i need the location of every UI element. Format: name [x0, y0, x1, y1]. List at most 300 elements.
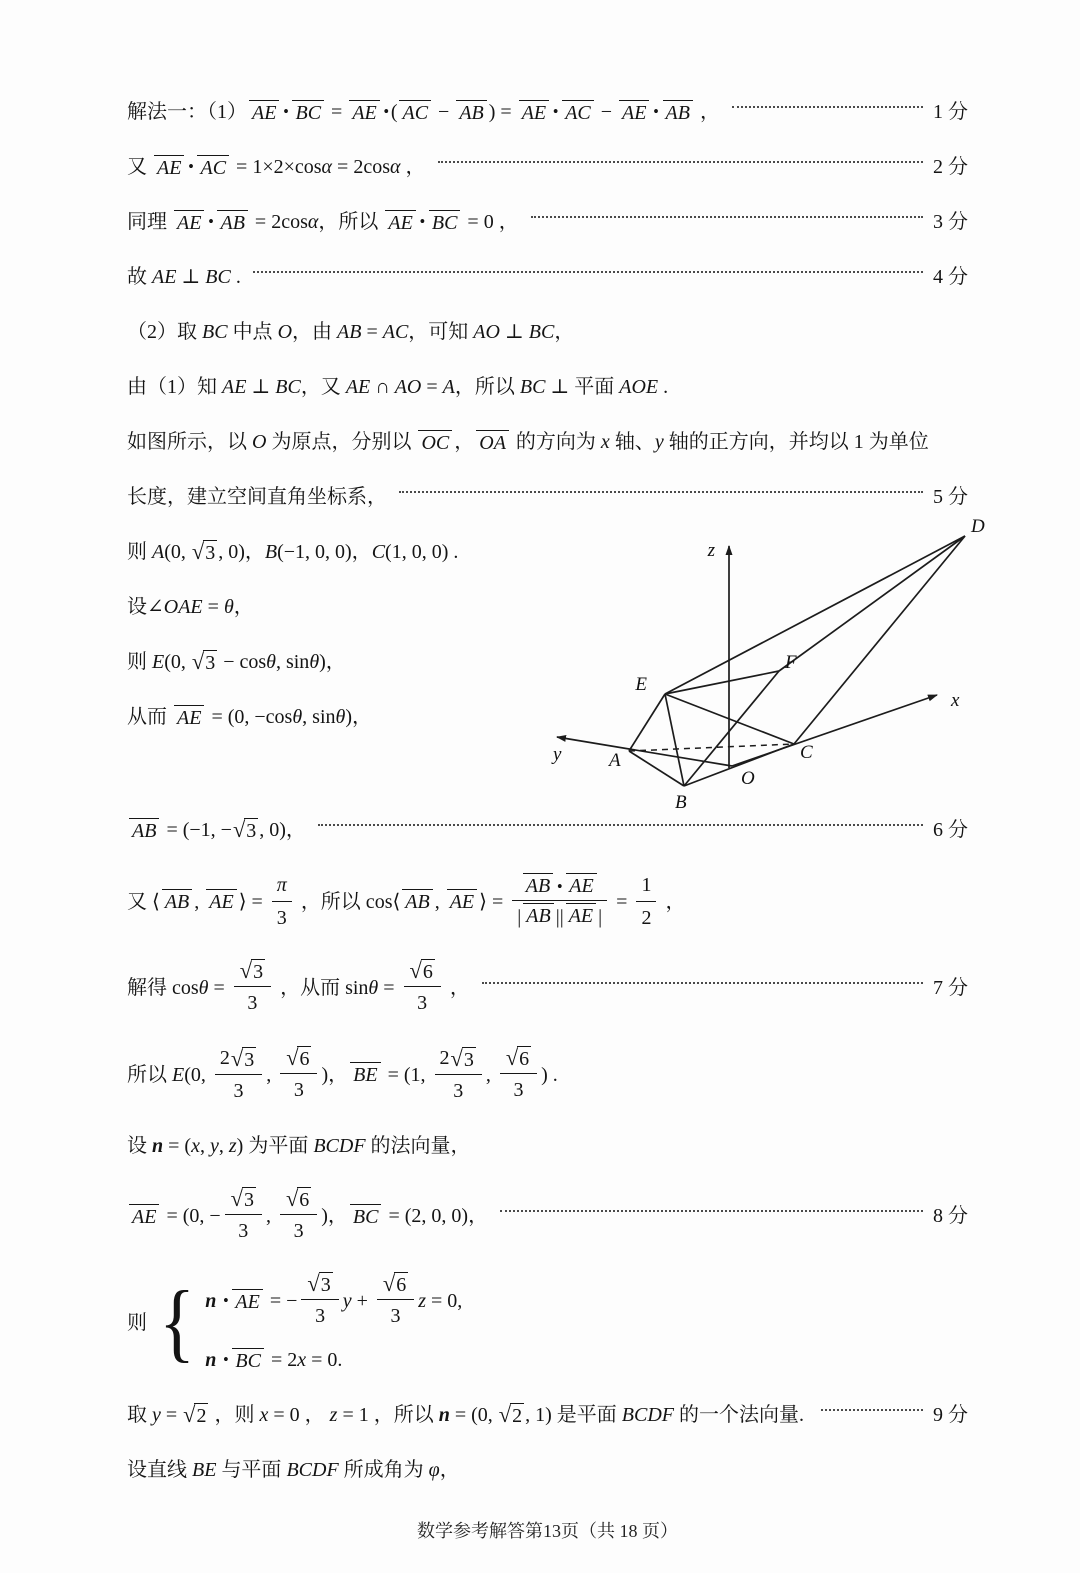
score-mark: 5 分 [933, 486, 968, 508]
math-text: 与平面 [216, 1459, 287, 1481]
math-text: 所成角为 [338, 1459, 429, 1481]
vector-overline: BC [292, 100, 324, 125]
math-variable: AB [337, 321, 362, 343]
math-variable: y [209, 1135, 219, 1157]
math-text: 如图所示，以 [127, 431, 252, 453]
math-variable: α [390, 156, 401, 178]
math-variable: E [152, 651, 165, 673]
dot-product-operator: • [383, 103, 389, 120]
math-variable: BC [275, 376, 301, 398]
math-text: 同理 [127, 211, 172, 233]
score-mark: 7 分 [933, 977, 968, 999]
solution-lines-top [127, 98, 968, 511]
math-text: 的法向量， [365, 1135, 471, 1157]
dot-product-operator: • [188, 158, 194, 175]
solution-line [127, 1132, 968, 1160]
math-variable: y [342, 1290, 352, 1312]
math-text: )， [321, 1063, 349, 1086]
math-text: , [218, 1135, 229, 1157]
math-text: 3 [513, 1078, 524, 1101]
vector-overline: AB [162, 889, 192, 914]
math-text: ) . [541, 1063, 558, 1086]
math-text: , sin [302, 706, 336, 728]
fraction [636, 871, 656, 932]
solution-line [127, 208, 968, 236]
diagram-label-b: B [675, 792, 687, 813]
diagram-label-z: z [707, 540, 715, 561]
math-text: − cos [218, 651, 267, 673]
math-variable: z [329, 1404, 338, 1426]
dot-product-operator: • [653, 103, 659, 120]
math-text: 设 [127, 1135, 152, 1157]
diagram-label-c: C [800, 742, 813, 763]
diagram-axes [557, 546, 937, 768]
math-text: 所以 [127, 1063, 172, 1086]
math-variable: x [259, 1404, 269, 1426]
math-text: ) 为平面 [236, 1135, 314, 1157]
square-root: √ 3 [191, 648, 216, 674]
math-text: = [202, 596, 224, 618]
solution-lines-bottom [127, 816, 968, 1484]
math-text: 为原点，分别以 [266, 431, 417, 453]
math-text: 3 [453, 1080, 464, 1102]
square-root: √ 6 [409, 958, 433, 983]
solution-line [127, 538, 527, 566]
math-text: 2 [641, 907, 652, 929]
vector-overline: AE [619, 100, 649, 125]
score-mark: 4 分 [933, 266, 968, 288]
math-text: + [351, 1290, 373, 1312]
score-mark: 3 分 [933, 211, 968, 233]
math-text: 3 [238, 1220, 249, 1242]
math-variable: θ [368, 977, 379, 999]
square-root: √ 6 [286, 1044, 310, 1070]
diagram-label-e: E [635, 674, 647, 695]
dotted-leader [253, 271, 923, 273]
math-text: 3 [293, 1078, 304, 1101]
math-variable: α [321, 156, 333, 178]
solution-line [127, 373, 968, 401]
solution-line [127, 483, 968, 511]
math-text [216, 1346, 221, 1374]
math-text: ， [454, 431, 475, 453]
math-text: = 1×2×cos [231, 156, 322, 178]
math-text: = (−1, − [161, 819, 232, 841]
vector-overline: AE [174, 210, 204, 235]
math-variable: BCDF [286, 1459, 339, 1481]
solution-line [127, 1187, 968, 1245]
math-text: ( [390, 101, 398, 123]
square-root: √ 3 [450, 1046, 474, 1071]
math-variable: A [152, 541, 165, 563]
vector-overline: AB [217, 210, 247, 235]
math-variable: BE [192, 1459, 217, 1481]
math-text: ⟩ = [238, 890, 268, 913]
vector-overline: AC [562, 100, 594, 125]
vector-overline: OC [418, 430, 452, 455]
solution-line [127, 1456, 968, 1484]
math-text: ，所以 [318, 211, 384, 233]
math-text: ， [233, 596, 254, 618]
math-text: ∩ [370, 376, 395, 398]
fraction [280, 1046, 317, 1104]
math-text: , [485, 1063, 496, 1086]
math-text: ⊥ 平面 [545, 376, 620, 398]
math-text: = 0. [306, 1349, 343, 1371]
math-text: = [378, 977, 400, 999]
math-text: 3 [247, 992, 258, 1014]
vector-overline: AE [249, 100, 279, 125]
vector-overline: AE [566, 903, 596, 931]
math-text: 则 [127, 1312, 152, 1334]
math-text: ⊥ [176, 266, 206, 288]
math-text: 长度，建立空间直角坐标系， [127, 486, 387, 508]
score-mark: 6 分 [933, 819, 968, 841]
vector-overline: AE [206, 889, 236, 914]
math-variable: θ [335, 706, 346, 728]
score-mark: 2 分 [933, 156, 968, 178]
math-text: = [421, 376, 443, 398]
math-text: , [194, 890, 205, 913]
math-text: = 0 ， [268, 1404, 330, 1426]
vector-overline: AB [523, 873, 553, 898]
math-text: ， [660, 890, 686, 913]
math-text: ，所以 cos⟨ [295, 890, 401, 913]
dotted-leader [318, 824, 923, 826]
vector-overline: AE [519, 100, 549, 125]
math-text: ⊥ [246, 376, 276, 398]
math-text: , [266, 1063, 277, 1086]
math-text: 2 [219, 1047, 230, 1069]
solution-line [127, 98, 968, 126]
math-text: 从而 [127, 706, 172, 728]
math-variable: y [152, 1404, 161, 1426]
solution-line [127, 1401, 968, 1429]
math-variable: C [371, 541, 386, 563]
math-text: 又 ⟨ [127, 890, 160, 913]
geometry-diagram [527, 516, 987, 816]
fraction [280, 1187, 317, 1245]
diagram-label-o: O [741, 768, 755, 789]
dot-product-operator: • [208, 213, 214, 230]
page-footer: 数学参考解答第13页（共 18 页） [417, 1521, 678, 1541]
solution-content [127, 98, 985, 1511]
vector-overline: AE [232, 1289, 262, 1314]
vector-overline: BE [350, 1062, 380, 1087]
vector-overline: AB [663, 100, 693, 125]
math-variable: θ [309, 651, 320, 673]
math-variable: x [297, 1349, 307, 1371]
solution-line [127, 318, 968, 346]
vector-overline: AB [402, 889, 432, 914]
math-variable: AOE [619, 376, 659, 398]
math-text: , 1) 是平面 [525, 1404, 622, 1426]
math-text: 由（1）知 [127, 376, 222, 398]
dot-product-operator: • [223, 1292, 229, 1309]
solution-line [127, 1272, 968, 1374]
equation-row [205, 1272, 462, 1330]
fraction [377, 1272, 414, 1330]
solution-line [127, 871, 968, 932]
vector-overline: AE [154, 155, 184, 180]
math-text: ，又 [300, 376, 346, 398]
diagram-wrap [527, 516, 987, 816]
vector-overline: AB [523, 903, 553, 931]
math-variable: θ [266, 651, 276, 673]
math-text: 又 [127, 156, 152, 178]
dot-product-operator: • [553, 103, 559, 120]
dotted-leader [732, 106, 923, 108]
solution-line [127, 703, 527, 731]
math-text: . [230, 266, 241, 288]
math-text: 1 [641, 874, 652, 896]
math-text: ， [444, 977, 470, 999]
math-variable: AC [382, 321, 409, 343]
math-text: ，则 [209, 1404, 260, 1426]
vector-overline: AE [349, 100, 379, 125]
fraction [512, 873, 607, 931]
dot-product-operator: • [223, 1351, 229, 1368]
dotted-leader [531, 216, 923, 218]
math-variable: A [442, 376, 455, 398]
math-variable: OAE [163, 596, 203, 618]
vector-overline: BC [350, 1204, 382, 1229]
math-variable: π [276, 874, 287, 896]
square-root: √ 3 [191, 538, 216, 564]
square-root: √ 3 [307, 1271, 331, 1296]
math-variable: E [172, 1063, 185, 1086]
math-text: = [160, 1404, 183, 1426]
dotted-leader [821, 1409, 923, 1411]
math-text: = 1 ，所以 [337, 1404, 439, 1426]
math-text: = (0, − [161, 1205, 221, 1227]
math-variable: AE [222, 376, 247, 398]
math-bold-vector: n [205, 1349, 217, 1371]
math-text: ， [439, 1459, 460, 1481]
math-text: , [199, 1135, 210, 1157]
dot-product-operator: • [283, 103, 289, 120]
math-text: = [361, 321, 383, 343]
math-variable: θ [198, 977, 209, 999]
dotted-leader [500, 1210, 923, 1212]
math-text: − [433, 101, 455, 123]
math-text: = [611, 890, 633, 913]
equation-row [205, 1346, 462, 1374]
math-text: ，由 [292, 321, 338, 343]
math-text: 3 [417, 992, 428, 1014]
score-mark: 1 分 [933, 101, 968, 123]
solution-mid-section [127, 516, 985, 816]
math-text: = [208, 977, 230, 999]
vector-overline: BC [429, 210, 461, 235]
math-text: (1, 0, 0) . [385, 541, 459, 563]
solution-lines-left [127, 538, 527, 758]
diagram-edges [629, 536, 965, 786]
math-text: (−1, 0, 0)， [277, 541, 372, 563]
math-text: 轴的正方向，并均以 1 为单位 [663, 431, 929, 453]
math-variable: θ [223, 596, 234, 618]
diagram-label-d: D [971, 516, 985, 537]
math-variable: φ [428, 1459, 440, 1481]
vector-overline: AE [129, 1204, 159, 1229]
math-text: − [595, 101, 618, 123]
math-variable: θ [292, 706, 303, 728]
math-text: ⊥ [499, 321, 529, 343]
math-text [216, 1287, 221, 1315]
fraction [301, 1272, 338, 1330]
math-variable: BC [205, 266, 231, 288]
math-variable: z [418, 1290, 426, 1312]
math-variable: AO [394, 376, 422, 398]
math-text: 3 [276, 907, 287, 929]
dotted-leader [399, 491, 923, 493]
math-text: 3 [315, 1305, 326, 1327]
math-variable: x [600, 431, 610, 453]
math-text: )， [345, 706, 372, 728]
solution-line [127, 816, 968, 844]
fraction [435, 1044, 482, 1105]
math-text: = 0 ， [462, 211, 519, 233]
math-text: = 2 [265, 1349, 298, 1371]
square-root: √ 3 [239, 958, 264, 983]
math-text: 3 [390, 1305, 401, 1327]
square-root: √ 6 [285, 1186, 310, 1211]
math-text: = 2cos [249, 211, 308, 233]
math-variable: y [654, 431, 664, 453]
math-text: , [265, 1205, 276, 1227]
math-text: = 2cos [332, 156, 390, 178]
math-text: = [326, 101, 348, 123]
math-text: | [517, 905, 522, 928]
math-text: ⟩ = [479, 890, 509, 913]
math-bold-vector: n [438, 1404, 450, 1426]
math-variable: BC [528, 321, 555, 343]
math-text: | [598, 905, 603, 928]
square-root: √ 6 [505, 1044, 530, 1070]
diagram-label-a: A [609, 750, 621, 771]
dot-product-operator: • [419, 213, 425, 230]
math-text: , [434, 890, 445, 913]
math-variable: x [191, 1135, 200, 1157]
dotted-leader [482, 982, 923, 984]
math-text: 解得 cos [127, 977, 199, 999]
math-text: 则 [127, 541, 152, 563]
solution-line [127, 428, 968, 456]
math-text: , 0)， [259, 819, 306, 841]
math-variable: O [277, 321, 293, 343]
math-variable: AE [345, 376, 371, 398]
math-text: , sin [275, 651, 310, 673]
math-text: 取 [127, 1404, 152, 1426]
fraction [225, 1187, 262, 1245]
math-text: 则 [127, 651, 152, 673]
math-text: (0, [164, 541, 191, 563]
math-variable: BC [519, 376, 546, 398]
math-variable: α [307, 211, 319, 233]
diagram-label-y: y [553, 744, 562, 765]
math-variable: z [228, 1135, 237, 1157]
vector-overline: AC [399, 100, 431, 125]
math-variable: AO [473, 321, 500, 343]
square-root: √ 3 [232, 816, 257, 842]
math-variable: BC [202, 321, 228, 343]
math-text: = (0, −cos [206, 706, 293, 728]
math-text: 故 [127, 266, 152, 288]
math-text: ， [694, 101, 720, 123]
solution-line [127, 959, 968, 1017]
math-text: = 0, [425, 1290, 463, 1312]
dot-product-operator: • [557, 879, 563, 896]
solution-line [127, 263, 968, 291]
vector-overline: AB [456, 100, 486, 125]
vector-overline: OA [476, 430, 509, 455]
vector-overline: AE [174, 705, 204, 730]
fraction [234, 959, 271, 1017]
math-text: 设直线 [127, 1459, 192, 1481]
math-text: ，可知 [408, 321, 474, 343]
diagram-label-f: F [785, 652, 797, 673]
math-text: = (1, [382, 1063, 431, 1086]
math-text: ，所以 [454, 376, 520, 398]
solution-line [127, 1044, 968, 1105]
solution-line [127, 153, 968, 181]
math-text: . [658, 376, 669, 398]
math-text: 解法一：（1） [127, 101, 247, 123]
math-variable: O [252, 431, 267, 453]
math-text: = (2, 0, 0)， [383, 1205, 489, 1227]
math-text: (0, [164, 651, 191, 673]
diagram-label-x: x [951, 690, 960, 711]
solution-line [127, 593, 527, 621]
fraction [404, 959, 441, 1017]
square-root: √ 3 [230, 1046, 255, 1071]
math-text: = (0, [449, 1404, 498, 1426]
math-text: )， [319, 651, 346, 673]
vector-overline: BC [232, 1348, 264, 1373]
math-text: ) = [488, 101, 517, 123]
math-text: )， [321, 1205, 348, 1227]
math-text: 设∠ [127, 596, 164, 618]
math-text: (0, [184, 1063, 211, 1086]
fraction [500, 1046, 537, 1104]
math-variable: BCDF [313, 1135, 366, 1157]
math-text: ，从而 sin [275, 977, 369, 999]
math-text: 中点 [227, 321, 278, 343]
score-mark: 9 分 [933, 1404, 968, 1426]
math-text: || [555, 905, 564, 928]
math-variable: BCDF [621, 1404, 674, 1426]
math-text: （2）取 [127, 321, 202, 343]
math-variable: B [264, 541, 278, 563]
math-text: 的一个法向量. [673, 1404, 809, 1426]
math-bold-vector: n [205, 1290, 217, 1312]
math-text: ， [400, 156, 426, 178]
vector-overline: AB [129, 818, 159, 843]
square-root: √ 2 [183, 1401, 207, 1427]
equation-system: { n • AE = − √ 3 3 y + √ 6 3 z = 0, n • BC = 2 x = 0. [156, 1272, 462, 1374]
solution-line [127, 648, 527, 676]
vector-overline: AE [447, 889, 477, 914]
math-text: 的方向为 [510, 431, 601, 453]
vector-overline: AE [566, 873, 596, 898]
math-text: 3 [293, 1220, 304, 1242]
vector-overline: AC [197, 155, 229, 180]
math-text: 2 [439, 1047, 450, 1069]
square-root: √ 6 [382, 1271, 407, 1296]
math-text: = ( [163, 1135, 192, 1157]
math-text: , 0)， [218, 541, 265, 563]
math-text: 轴、 [609, 431, 655, 453]
